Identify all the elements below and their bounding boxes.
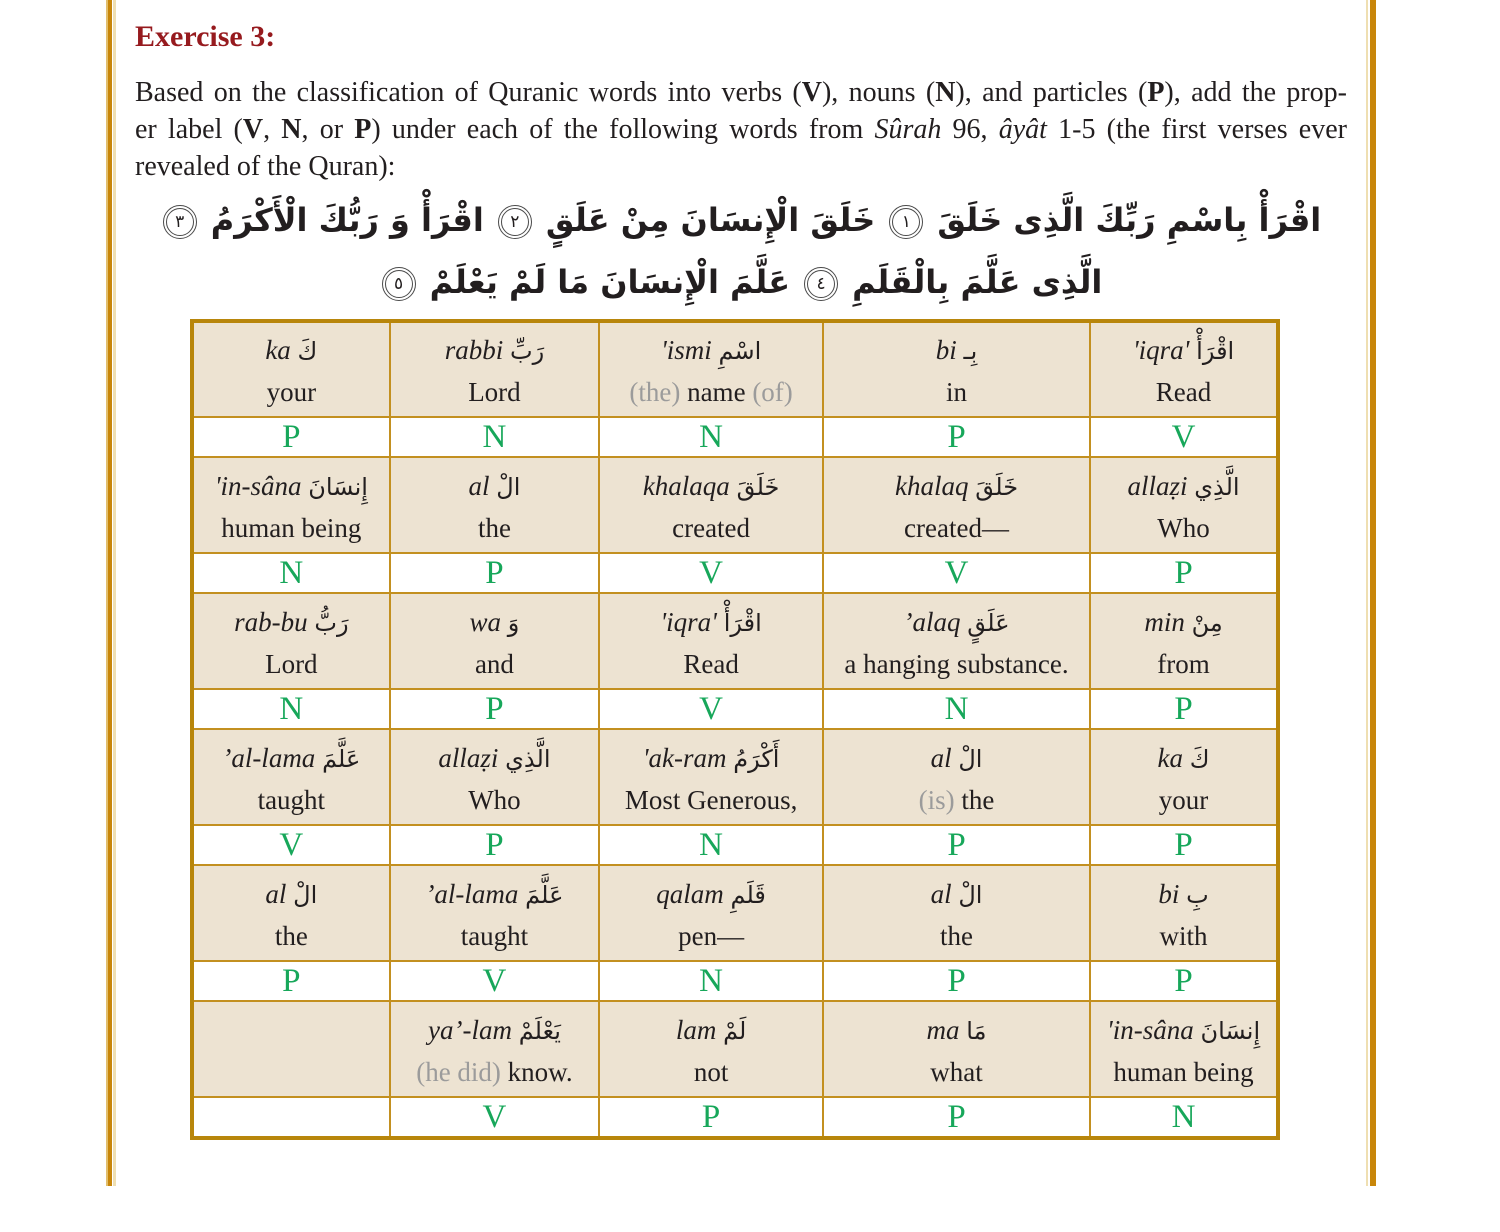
- verse-text: خَلَقَ الْإِنسَانَ مِنْ عَلَقٍ: [545, 201, 876, 239]
- gloss-text: Lord: [265, 648, 318, 679]
- transliteration: ka: [265, 335, 291, 365]
- gloss-text: taught: [257, 784, 326, 815]
- intro-text: N: [935, 77, 956, 108]
- gloss: [391, 1053, 599, 1091]
- gloss: [194, 645, 389, 683]
- pos-label-cell: P: [823, 825, 1090, 865]
- gloss-text: the: [961, 784, 995, 815]
- label-row: [192, 825, 1278, 865]
- exercise-title: Exercise 3:: [135, 20, 276, 53]
- word-cell: [1090, 593, 1278, 689]
- pos-label-cell: N: [1090, 1097, 1278, 1138]
- intro-text: âyât: [998, 114, 1047, 145]
- gloss: [194, 781, 389, 819]
- gloss-text: Read: [1155, 377, 1212, 407]
- pos-label-cell: N: [390, 417, 600, 457]
- gloss: [391, 645, 599, 683]
- gloss: [391, 781, 599, 819]
- pos-label-cell: N: [599, 417, 823, 457]
- word-classification-table: [190, 319, 1280, 1140]
- gloss: [600, 645, 822, 683]
- pos-label-cell: P: [390, 689, 600, 729]
- verse-text: عَلَّمَ الْإِنسَانَ مَا لَمْ يَعْلَمْ: [429, 263, 791, 301]
- ayah-marker: ٥: [382, 267, 416, 301]
- gloss: [600, 917, 822, 955]
- gloss-text: (is): [918, 784, 962, 815]
- word-line: [391, 736, 599, 781]
- arabic-word: الْ: [293, 880, 318, 909]
- intro-text: N: [281, 114, 302, 145]
- gloss-text: from: [1157, 648, 1210, 679]
- gloss-text: created: [672, 512, 751, 543]
- word-cell: [599, 1001, 823, 1097]
- transliteration: ’al-lama: [222, 742, 316, 773]
- transliteration: khalaqa: [642, 470, 730, 501]
- word-row: [192, 321, 1278, 417]
- transliteration: allaẓi: [438, 742, 499, 773]
- word-line: [391, 872, 599, 917]
- word-line: [391, 464, 599, 509]
- pos-label-cell: [192, 1097, 390, 1138]
- arabic-word: وَ: [507, 608, 520, 637]
- arabic-word: خَلَقَ: [975, 472, 1019, 501]
- pos-label-cell: P: [390, 825, 600, 865]
- intro-text: ,: [263, 114, 282, 145]
- word-cell: [390, 457, 600, 553]
- pos-label-cell: P: [1090, 553, 1278, 593]
- word-line: [824, 328, 1089, 373]
- arabic-word: لَمْ: [723, 1016, 747, 1045]
- gloss: [600, 509, 822, 547]
- gloss-text: human being: [221, 512, 362, 543]
- word-line: [391, 328, 599, 373]
- word-cell: [599, 729, 823, 825]
- word-line: [194, 872, 389, 917]
- arabic-word: رَبِّ: [509, 337, 545, 365]
- word-line: [1091, 600, 1276, 645]
- pos-label-cell: N: [823, 689, 1090, 729]
- word-line: [824, 872, 1089, 917]
- gloss-text: (he did): [416, 1056, 508, 1087]
- gloss-text: a hanging substance.: [844, 648, 1069, 679]
- gloss: [824, 917, 1089, 955]
- pos-label-cell: P: [192, 961, 390, 1001]
- transliteration: 'in-sâna: [214, 470, 302, 501]
- arabic-word: يَعْلَمْ: [518, 1016, 561, 1045]
- gloss-text: your: [1158, 784, 1209, 815]
- gloss-text: the: [940, 920, 973, 951]
- ayah-marker: ٤: [804, 267, 838, 301]
- transliteration: 'iqra': [1132, 335, 1190, 365]
- word-cell: [599, 865, 823, 961]
- word-cell: [390, 321, 600, 417]
- word-line: [600, 600, 822, 645]
- word-line: [824, 600, 1089, 645]
- word-cell: [1090, 457, 1278, 553]
- gloss-text: with: [1159, 920, 1208, 951]
- transliteration: 'iqra': [660, 606, 717, 637]
- page-content: [135, 20, 1347, 1140]
- transliteration: rab-bu: [234, 606, 308, 637]
- intro-line: [135, 74, 1347, 111]
- gloss: [194, 373, 389, 411]
- gloss-text: and: [474, 648, 514, 679]
- word-cell: [823, 593, 1090, 689]
- pos-label-cell: P: [1090, 961, 1278, 1001]
- word-table-body: [192, 321, 1278, 1138]
- transliteration: al: [930, 878, 952, 909]
- transliteration: lam: [675, 1014, 717, 1045]
- arabic-word: اقْرَأْ: [1196, 337, 1235, 365]
- word-row: [192, 729, 1278, 825]
- word-line: [194, 600, 389, 645]
- arabic-word: إِنسَانَ: [1200, 1016, 1261, 1045]
- arabic-word: أَكْرَمُ: [733, 744, 780, 773]
- transliteration: ma: [926, 1014, 960, 1045]
- gloss-text: Most Generous,: [624, 784, 798, 815]
- gloss-text: the: [274, 920, 308, 951]
- intro-text: P: [354, 114, 372, 145]
- gloss: [1091, 509, 1276, 547]
- word-row: [192, 593, 1278, 689]
- pos-label-cell: P: [823, 961, 1090, 1001]
- gloss: [391, 917, 599, 955]
- transliteration: al: [265, 878, 287, 909]
- gloss-text: created—: [904, 512, 1009, 543]
- word-cell: [390, 865, 600, 961]
- intro-text: er label (: [135, 114, 243, 145]
- arabic-word: خَلَقَ: [736, 472, 780, 501]
- word-line: [600, 1008, 822, 1053]
- gloss-text: pen—: [678, 920, 745, 951]
- intro-text: revealed of the Quran):: [135, 151, 396, 182]
- pos-label-cell: P: [823, 1097, 1090, 1138]
- gloss-text: Who: [468, 784, 521, 815]
- pos-label-cell: V: [390, 961, 600, 1001]
- intro-text: P: [1147, 77, 1165, 108]
- gloss: [600, 373, 822, 411]
- word-line: [391, 600, 599, 645]
- gloss: [1091, 917, 1276, 955]
- word-cell: [192, 457, 390, 553]
- pos-label-cell: V: [599, 689, 823, 729]
- pos-label-cell: P: [1090, 689, 1278, 729]
- verse-text: اقْرَأْ وَ رَبُّكَ الْأَكْرَمُ: [210, 201, 484, 239]
- word-row: [192, 1001, 1278, 1097]
- transliteration: khalaq: [894, 470, 969, 501]
- gloss-text: in: [946, 377, 968, 407]
- word-cell: [192, 1001, 390, 1097]
- word-line: [824, 464, 1089, 509]
- pos-label-cell: V: [390, 1097, 600, 1138]
- word-row: [192, 457, 1278, 553]
- arabic-word: رَبُّ: [314, 608, 349, 637]
- intro-text: ), add the prop-: [1164, 77, 1348, 108]
- pos-label-cell: P: [1090, 825, 1278, 865]
- gloss: [391, 509, 599, 547]
- verse-text: اقْرَأْ بِاسْمِ رَبِّكَ الَّذِى خَلَقَ: [937, 201, 1322, 239]
- transliteration: 'ak-ram: [642, 742, 727, 773]
- gloss-text: name: [687, 377, 753, 407]
- gloss: [824, 781, 1089, 819]
- arabic-word: عَلَقٍ: [967, 608, 1010, 637]
- gloss: [824, 373, 1089, 411]
- intro-text: 96,: [941, 114, 999, 145]
- arabic-word: مِنْ: [1191, 608, 1223, 637]
- arabic-word: مَا: [966, 1016, 987, 1045]
- arabic-word: الْ: [958, 880, 983, 909]
- label-row: [192, 553, 1278, 593]
- gloss-text: Read: [683, 648, 739, 679]
- transliteration: ’al-lama: [425, 878, 519, 909]
- gloss: [194, 917, 389, 955]
- ayah-marker: ٢: [498, 205, 532, 239]
- pos-label-cell: N: [599, 961, 823, 1001]
- pos-label-cell: N: [192, 689, 390, 729]
- pos-label-cell: P: [390, 553, 600, 593]
- right-page-rule: [1366, 0, 1376, 1186]
- arabic-word: كَ: [1189, 744, 1210, 773]
- word-cell: [390, 1001, 600, 1097]
- word-cell: [823, 457, 1090, 553]
- word-line: [194, 328, 389, 373]
- word-line: [600, 736, 822, 781]
- intro-line: [135, 111, 1347, 148]
- word-cell: [192, 729, 390, 825]
- pos-label-cell: V: [823, 553, 1090, 593]
- word-line: [1091, 464, 1276, 509]
- transliteration: al: [930, 742, 952, 773]
- arabic-word: كَ: [297, 337, 318, 365]
- word-cell: [823, 729, 1090, 825]
- arabic-word: الْ: [958, 744, 983, 773]
- intro-text: 1-5 (the first verses ever: [1046, 114, 1347, 145]
- intro-text: ) under each of the following words from: [371, 114, 875, 145]
- word-cell: [192, 321, 390, 417]
- transliteration: qalam: [656, 878, 724, 909]
- word-cell: [192, 865, 390, 961]
- pos-label-cell: N: [192, 553, 390, 593]
- gloss-text: (of): [752, 377, 793, 407]
- label-row: [192, 1097, 1278, 1138]
- word-line: [600, 872, 822, 917]
- word-line: [1091, 872, 1276, 917]
- word-line: [824, 736, 1089, 781]
- arabic-word: الَّذِي: [505, 744, 551, 773]
- gloss: [391, 373, 599, 411]
- gloss-text: taught: [460, 920, 529, 951]
- gloss-text: human being: [1113, 1056, 1254, 1087]
- label-row: [192, 417, 1278, 457]
- gloss: [600, 781, 822, 819]
- transliteration: bi: [1158, 878, 1180, 909]
- gloss: [194, 509, 389, 547]
- word-cell: [390, 729, 600, 825]
- gloss-text: Who: [1157, 512, 1210, 543]
- pos-label-cell: V: [599, 553, 823, 593]
- pos-label-cell: V: [192, 825, 390, 865]
- gloss-text: Lord: [468, 377, 521, 407]
- word-line: [194, 464, 389, 509]
- word-cell: [823, 865, 1090, 961]
- pos-label-cell: P: [192, 417, 390, 457]
- transliteration: ’alaq: [903, 606, 961, 637]
- label-row: [192, 961, 1278, 1001]
- left-page-rule: [106, 0, 116, 1186]
- gloss-text: (the): [629, 377, 688, 407]
- intro-text: , or: [301, 114, 355, 145]
- transliteration: ya’-lam: [427, 1014, 512, 1045]
- arabic-word: إِنسَانَ: [308, 472, 368, 501]
- word-line: [1091, 1008, 1276, 1053]
- word-line: [824, 1008, 1089, 1053]
- ayah-marker: ١: [889, 205, 923, 239]
- intro-text: ), and particles (: [955, 77, 1148, 108]
- intro-text: ), nouns (: [821, 77, 936, 108]
- intro-paragraph: [135, 74, 1347, 185]
- intro-text: Based on the classification of Quranic words into verbs (: [135, 77, 802, 108]
- word-cell: [390, 593, 600, 689]
- arabic-word: قَلَمِ: [730, 880, 766, 909]
- word-cell: [823, 1001, 1090, 1097]
- gloss-text: know.: [507, 1056, 573, 1087]
- transliteration: rabbi: [444, 335, 504, 365]
- word-cell: [1090, 729, 1278, 825]
- quran-verses: [135, 189, 1347, 313]
- arabic-word: بِ: [1186, 880, 1209, 909]
- gloss: [824, 1053, 1089, 1091]
- transliteration: min: [1144, 606, 1185, 637]
- word-cell: [192, 593, 390, 689]
- word-cell: [599, 593, 823, 689]
- word-line: [391, 1008, 599, 1053]
- gloss: [1091, 781, 1276, 819]
- transliteration: wa: [469, 606, 502, 637]
- arabic-word: الَّذِي: [1194, 472, 1240, 501]
- gloss: [824, 645, 1089, 683]
- word-cell: [1090, 1001, 1278, 1097]
- word-row: [192, 865, 1278, 961]
- intro-line: [135, 148, 1347, 185]
- gloss: [1091, 1053, 1276, 1091]
- gloss-text: your: [266, 377, 317, 407]
- word-cell: [1090, 865, 1278, 961]
- gloss: [600, 1053, 822, 1091]
- transliteration: ka: [1157, 742, 1184, 773]
- pos-label-cell: V: [1090, 417, 1278, 457]
- arabic-word: اقْرَأْ: [723, 608, 762, 637]
- verse-line: [135, 251, 1347, 313]
- arabic-word: عَلَّمَ: [322, 744, 361, 773]
- arabic-word: اسْمِ: [718, 337, 762, 365]
- intro-text: V: [242, 114, 264, 145]
- gloss: [1091, 373, 1276, 411]
- word-line: [1091, 736, 1276, 781]
- transliteration: bi: [935, 335, 957, 365]
- arabic-word: عَلَّمَ: [525, 880, 564, 909]
- pos-label-cell: P: [823, 417, 1090, 457]
- word-line: [194, 736, 389, 781]
- word-cell: [599, 321, 823, 417]
- word-line: [600, 464, 822, 509]
- transliteration: al: [468, 470, 490, 501]
- ayah-marker: ٣: [163, 205, 197, 239]
- transliteration: 'in-sâna: [1106, 1014, 1194, 1045]
- pos-label-cell: P: [599, 1097, 823, 1138]
- gloss: [1091, 645, 1276, 683]
- label-row: [192, 689, 1278, 729]
- word-cell: [599, 457, 823, 553]
- pos-label-cell: N: [599, 825, 823, 865]
- intro-text: Sûrah: [874, 114, 942, 145]
- gloss-text: not: [693, 1056, 729, 1087]
- word-line: [1091, 328, 1276, 373]
- word-line: [600, 328, 822, 373]
- gloss: [824, 509, 1089, 547]
- intro-text: V: [801, 77, 822, 108]
- word-cell: [823, 321, 1090, 417]
- gloss-text: what: [930, 1056, 983, 1087]
- transliteration: allaẓi: [1127, 470, 1188, 501]
- word-cell: [1090, 321, 1278, 417]
- verse-text: الَّذِى عَلَّمَ بِالْقَلَمِ: [852, 263, 1103, 301]
- arabic-word: بِـ: [963, 337, 978, 365]
- gloss-text: the: [477, 512, 511, 543]
- transliteration: 'ismi: [660, 335, 712, 365]
- arabic-word: الْ: [496, 472, 521, 501]
- verse-line: [135, 189, 1347, 251]
